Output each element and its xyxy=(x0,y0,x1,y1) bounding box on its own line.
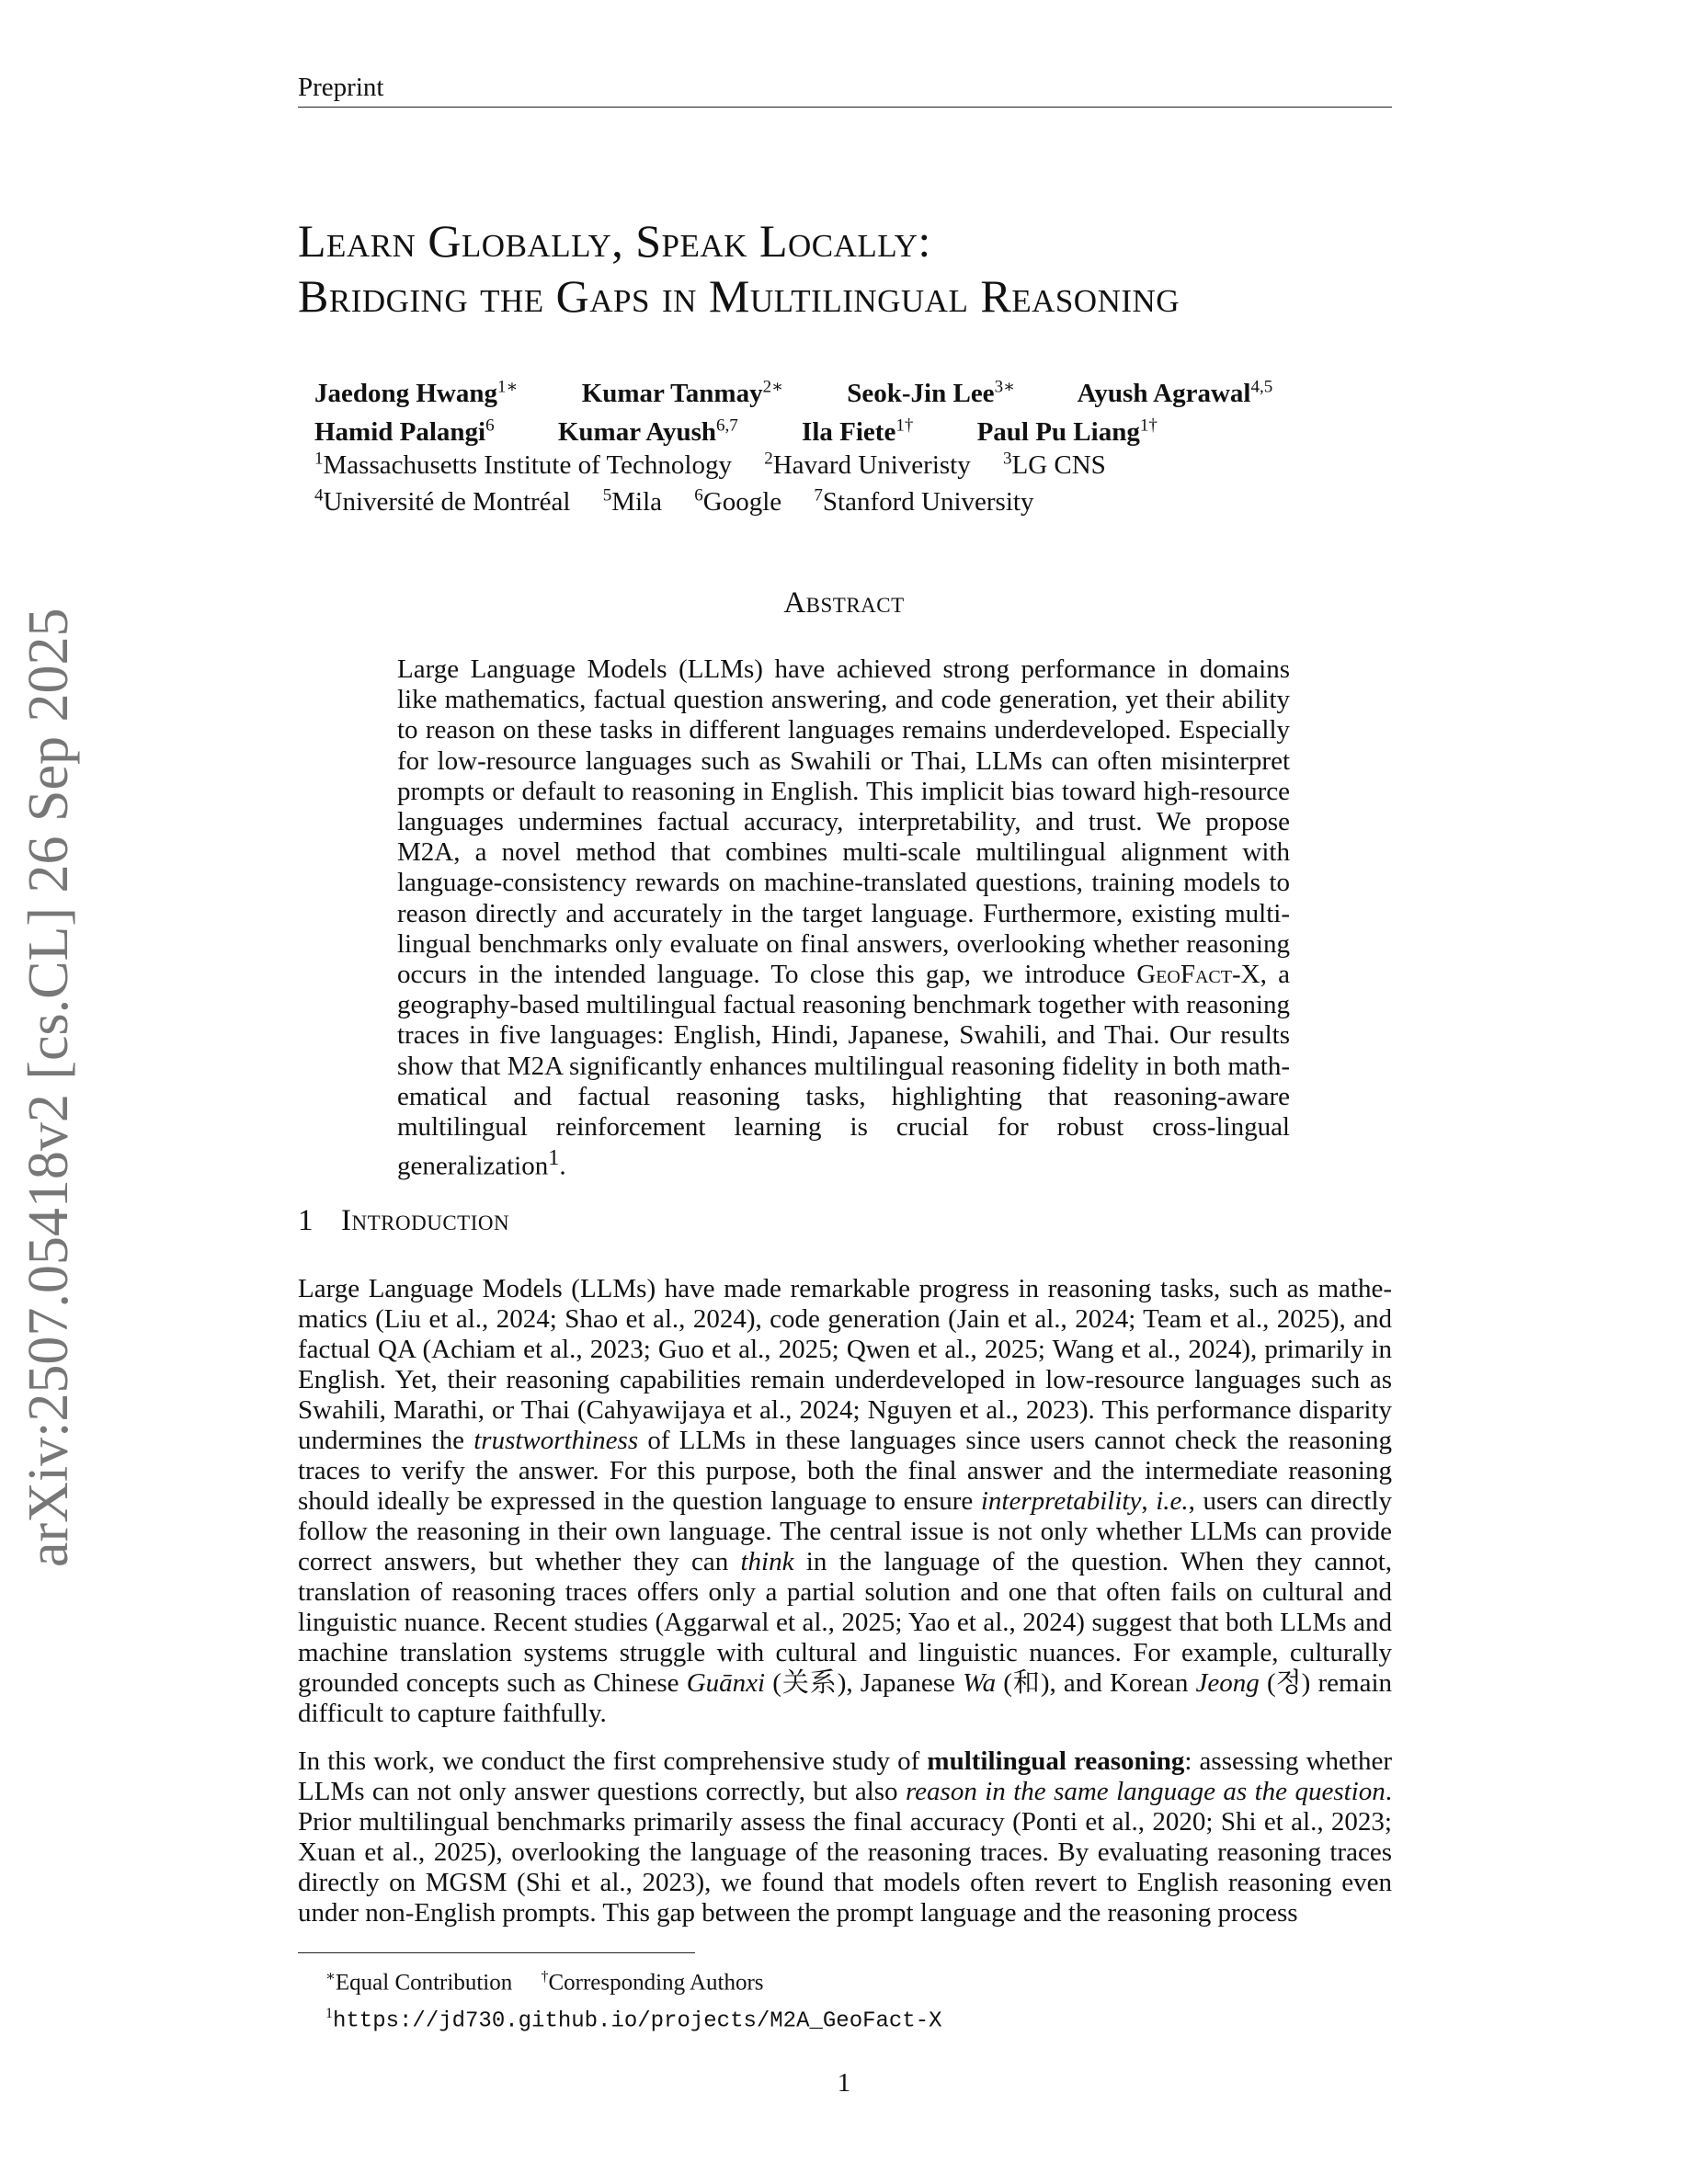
footnotes xyxy=(325,1962,942,2038)
affiliation: $^3$LG CNS xyxy=(1002,449,1106,480)
author: Paul Pu Liang$^{1\dagger}$ xyxy=(976,415,1158,448)
footnote-ref[interactable]: 1 xyxy=(548,1145,560,1171)
title-line-1: Learn Globally, Speak Locally: xyxy=(298,215,931,267)
arxiv-identifier: arXiv:2507.05418v2 [cs.CL] 26 Sep 2025 xyxy=(17,608,80,1567)
author: Kumar Ayush$^{6,7}$ xyxy=(557,415,738,448)
paper-title xyxy=(298,213,1392,324)
author-row xyxy=(314,370,1418,410)
affiliation: $^7$Stanford University xyxy=(814,485,1034,518)
affiliation: $^4$Université de Montréal xyxy=(314,485,571,518)
affiliation: $^2$Havard Univeristy xyxy=(764,449,971,480)
author: Ila Fiete$^{1\dagger}$ xyxy=(802,415,914,448)
author: Ayush Agrawal$^{4,5}$ xyxy=(1077,377,1273,408)
project-url-link[interactable]: https://jd730.github.io/projects/M2A_GeoFact-X xyxy=(333,2008,942,2034)
affiliation: $^1$Massachusetts Institute of Technology xyxy=(314,449,732,480)
author-list xyxy=(314,370,1418,449)
abstract-body: Large Language Models (LLMs) have achieved strong performance in domains like mathematics, factual question answering, and code generation, yet their ability to reason on these tasks in different languages remains underdeveloped. Especially for low-resource languages such as Swahili or Thai, LLMs can often misinterpret prompts or default to reasoning in English. This implicit bias toward high-resource languages undermines factual accuracy, interpretability, and trust. We propose M2A, a novel method that combines multi-scale multilingual alignment with language-consistency rewards on machine-translated questions, training models to reason directly and accurately in the target language. Furthermore, existing multi-lingual benchmarks only evaluate on final answers, overlooking whether reasoning occurs in the intended language. To close this gap, we introduce GeoFact-X, a geography-based multilingual factual reasoning benchmark together with reasoning traces in five languages: English, Hindi, Japanese, Swahili, and Thai. Our results show that M2A significantly enhances multilingual reasoning fidelity in both math-ematical and factual reasoning tasks, highlighting that reasoning-aware multilingual reinforcement learning is crucial for robust cross-lingual generalization$^1$. xyxy=(397,654,1290,1181)
page-number: 1 xyxy=(837,2068,851,2098)
intro-paragraph-2: In this work, we conduct the first comprehensive study of multilingual reasoning: assessing whether LLMs can not only answer questions correctly, but also reason in the same language as the question. Prior multilingual benchmarks primarily assess the final accuracy (Ponti et al., 2020; Shi et al., 2023; Xuan et al., 2025), overlooking the language of the reasoning traces. By evaluating reasoning traces directly on MGSM (Shi et al., 2023), we found that models often revert to English reasoning even under non-English prompts. This gap between the prompt language and the reasoning process xyxy=(298,1746,1393,1928)
abstract-heading: Abstract xyxy=(783,586,905,620)
section-heading: 1 Introduction xyxy=(298,1204,510,1237)
author: Seok-Jin Lee$^{3∗}$ xyxy=(847,377,1015,408)
footnote-author-notes: ∗Equal Contribution †Corresponding Authors xyxy=(325,1969,764,1996)
author: Jaedong Hwang$^{1∗}$ xyxy=(314,377,519,408)
intro-paragraph-1: Large Language Models (LLMs) have made remarkable progress in reasoning tasks, such as mathe-matics (Liu et al., 2024; Shao et al., 2024), code generation (Jain et al., 2024; Team et al., 2025), and factual QA (Achiam et al., 2023; Guo et al., 2025; Qwen et al., 2025; Wang et al., 2024), primarily in English. Yet, their reasoning capabilities remain underdeveloped in low-resource languages such as Swahili, Marathi, or Thai (Cahyawijaya et al., 2024; Nguyen et al., 2023). This performance disparity undermines the trustworthiness of LLMs in these languages since users cannot check the reasoning traces to verify the answer. For this purpose, both the final answer and the intermediate reasoning should ideally be expressed in the question language to ensure interpretability, i.e., users can directly follow the reasoning in their own language. The central issue is not only whether LLMs can provide correct answers, but whether they can think in the language of the question. When they cannot, translation of reasoning traces offers only a partial solution and one that often fails on cultural and linguistic nuance. Recent studies (Aggarwal et al., 2025; Yao et al., 2024) suggest that both LLMs and machine translation systems struggle with cultural and linguistic nuances. For example, culturally grounded concepts such as Chinese Guānxi (关系), Japanese Wa (和), and Korean Jeong (정) remain difficult to capture faithfully. xyxy=(298,1274,1393,1728)
affiliation-row xyxy=(314,443,1418,481)
footnote-divider xyxy=(298,1952,695,1953)
author: Kumar Tanmay$^{2∗}$ xyxy=(581,377,783,408)
title-line-2: Bridging the Gaps in Multilingual Reasoning xyxy=(298,270,1180,322)
affiliation: $^5$Mila xyxy=(602,485,663,518)
running-header: Preprint xyxy=(298,72,1392,108)
affiliation: $^6$Google xyxy=(694,485,782,518)
benchmark-name: GeoFact-X xyxy=(1136,960,1260,990)
author: Hamid Palangi$^6$ xyxy=(314,415,495,448)
affiliation-row xyxy=(314,481,1418,518)
footnote-url: $^1$https://jd730.github.io/projects/M2A_GeoFact-X xyxy=(325,2006,942,2034)
affiliations xyxy=(314,443,1418,518)
